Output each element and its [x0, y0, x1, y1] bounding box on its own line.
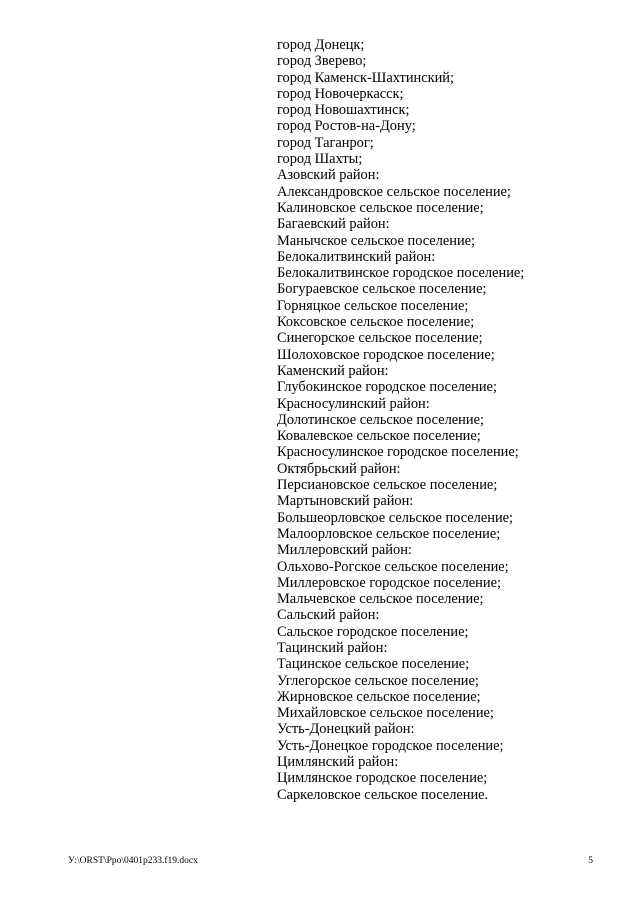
list-item: Красносулинское городское поселение;: [277, 444, 519, 461]
list-item: Большеорловское сельское поселение;: [277, 509, 514, 526]
list-item: город Новочеркасск;: [277, 85, 404, 102]
list-item: Тацинский район:: [277, 639, 388, 656]
list-item: Сальский район:: [277, 607, 380, 624]
list-item: Азовский район:: [277, 167, 380, 184]
list-item: Глубокинское городское поселение;: [277, 379, 497, 396]
list-item: Жирновское сельское поселение;: [277, 688, 481, 705]
list-item: Мальчевское сельское поселение;: [277, 591, 484, 608]
list-item: Миллеровский район:: [277, 542, 412, 559]
list-item: Малоорловское сельское поселение;: [277, 525, 501, 542]
list-item: Горняцкое сельское поселение;: [277, 297, 469, 314]
list-item: Мартыновский район:: [277, 493, 414, 510]
list-item: Александровское сельское поселение;: [277, 183, 511, 200]
list-item: город Донецк;: [277, 37, 365, 53]
list-item: город Таганрог;: [277, 134, 374, 151]
settlement-list: [277, 37, 524, 803]
list-item: Сальское городское поселение;: [277, 623, 469, 640]
list-item: Цимлянский район:: [277, 754, 399, 771]
list-item: Ковалевское сельское поселение;: [277, 428, 481, 445]
list-item: Тацинское сельское поселение;: [277, 656, 470, 673]
list-item: Коксовское сельское поселение;: [277, 314, 475, 331]
list-item: Красносулинский район:: [277, 395, 430, 412]
footer-file-path: У:\ORST\Ppo\0401p233.f19.docx: [68, 856, 198, 866]
list-item: Усть-Донецкое городское поселение;: [277, 737, 504, 754]
list-item: Ольхово-Рогское сельское поселение;: [277, 558, 509, 575]
list-item: Михайловское сельское поселение;: [277, 705, 494, 722]
list-item: Миллеровское городское поселение;: [277, 574, 501, 591]
list-item: Саркеловское сельское поселение.: [277, 786, 489, 803]
list-item: город Ростов-на-Дону;: [277, 118, 416, 135]
list-item: Персиановское сельское поселение;: [277, 477, 498, 494]
list-item: Синегорское сельское поселение;: [277, 330, 483, 347]
list-item: Углегорское сельское поселение;: [277, 672, 479, 689]
list-item: Долотинское сельское поселение;: [277, 411, 484, 428]
list-item: Манычское сельское поселение;: [277, 232, 476, 249]
list-item: город Новошахтинск;: [277, 102, 410, 119]
list-item: Каменский район:: [277, 362, 389, 379]
list-item: Багаевский район:: [277, 216, 390, 233]
list-item: Белокалитвинское городское поселение;: [277, 265, 525, 282]
list-item: Калиновское сельское поселение;: [277, 199, 484, 216]
list-item: Богураевское сельское поселение;: [277, 281, 487, 298]
list-item: город Шахты;: [277, 151, 363, 168]
list-item: город Каменск-Шахтинский;: [277, 69, 455, 86]
list-item: Шолоховское городское поселение;: [277, 346, 495, 363]
list-item: город Зверево;: [277, 53, 367, 70]
footer-page-number: 5: [588, 856, 593, 866]
list-item: Октябрьский район:: [277, 460, 401, 477]
list-item: Цимлянское городское поселение;: [277, 770, 488, 787]
list-item: Усть-Донецкий район:: [277, 721, 415, 738]
list-item: Белокалитвинский район:: [277, 248, 436, 265]
